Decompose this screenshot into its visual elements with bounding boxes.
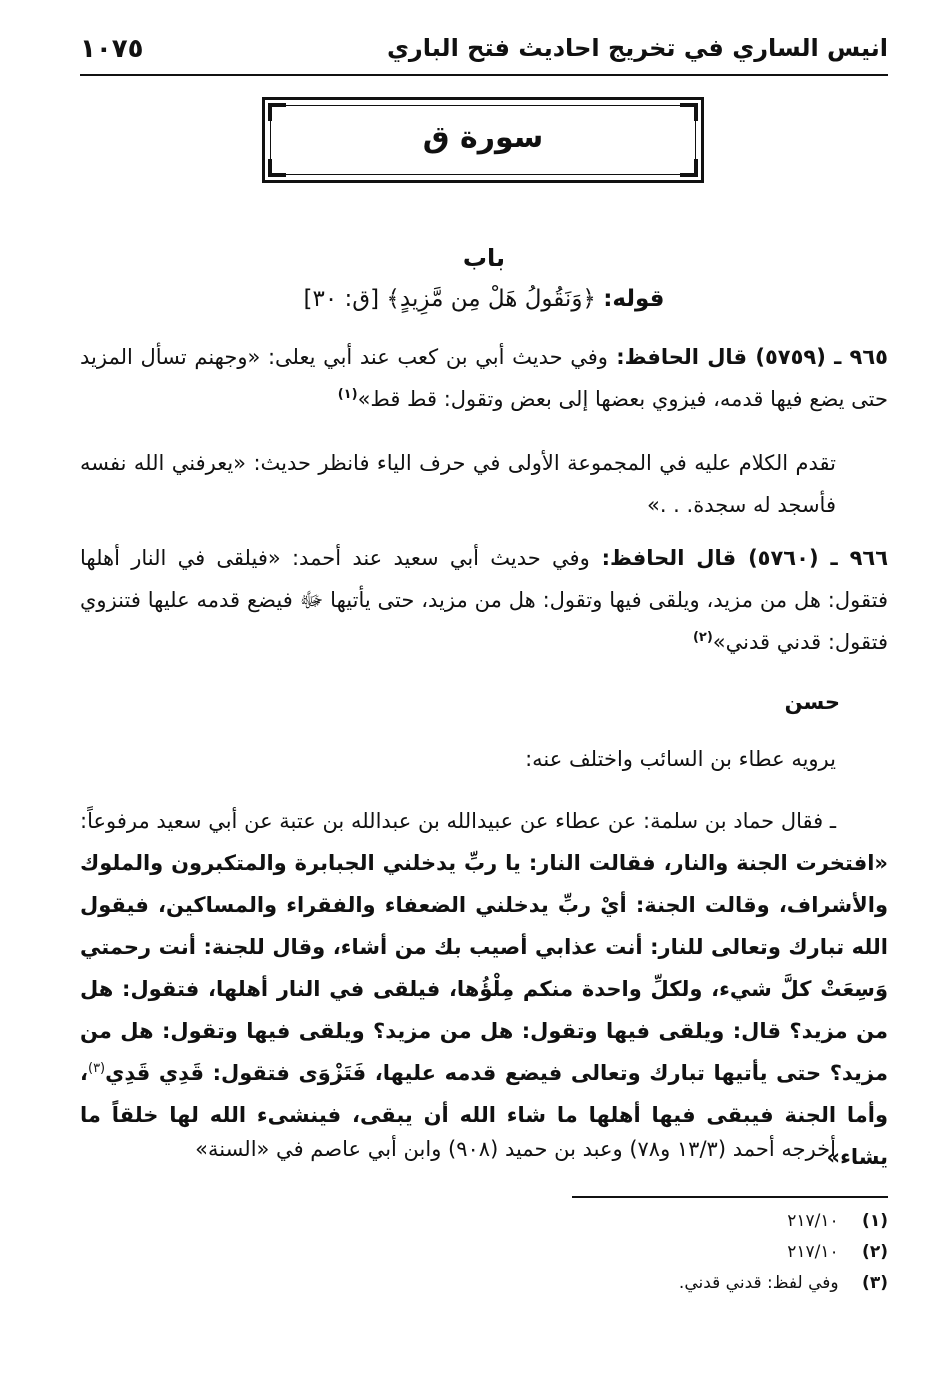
entry-number: ٩٦٦ ـ (٥٧٦٠) قال الحافظ: bbox=[601, 546, 889, 570]
hadith-grade: حسن bbox=[784, 690, 840, 714]
footnote-ref: (١) bbox=[337, 387, 358, 402]
narration-intro: يرويه عطاء بن السائب واختلف عنه: bbox=[525, 747, 836, 771]
footnote-item bbox=[80, 1206, 888, 1237]
note-text: تقدم الكلام عليه في المجموعة الأولى في حرف الياء فانظر حديث: «يعرفني الله نفسه فأسجد له سجدة. . .» bbox=[80, 451, 836, 517]
entry-text: وفي حديث أبي سعيد عند أحمد: «فيلقى في النار أهلها فتقول: هل من مزيد، ويلقى فيها وتقول: هل من مزيد، حتى يأتيها ﷻ فيضع قدمه عليها فتنزوي فتقول: قدني قدني» bbox=[80, 546, 888, 654]
takhrij-line: أخرجه أحمد (١٣/٣ و٧٨) وعبد بن حميد (٩٠٨) وابن أبي عاصم في «السنة» bbox=[195, 1137, 836, 1161]
frame-corner-ornament bbox=[680, 159, 698, 177]
frame-corner-ornament bbox=[268, 103, 286, 121]
footnote-ref: (٢) bbox=[692, 630, 713, 645]
hadith-text: «افتخرت الجنة والنار، فقالت النار: يا ربِّ يدخلني الجبابرة والمتكبرون والملوك والأشراف، وقالت الجنة: أيْ ربِّ يدخلني الضعفاء والفقراء والمساكين، فيقول الله تبارك وتعالى للنار: أنت عذابي أصيب بك من أشاء، وقال للجنة: أنت رحمتي وَسِعَتْ كلَّ شيء، ولكلِّ واحدة منكم مِلْؤُها، فيلقى في النار أهلها، فتقول: هل من مزيد؟ قال: ويلقى فيها وتقول: هل من مزيد؟ ويلقى فيها وتقول: هل من مزيد؟ حتى يأتيها تبارك وتعالى فيضع قدمه عليها، فَتَزْوَى فتقول: قَدِي قَدِي bbox=[80, 851, 888, 1085]
entry-text: وفي حديث أبي بن كعب عند أبي يعلى: «وجهنم تسأل المزيد حتى يضع فيها قدمه، فيزوي بعضها إلى بعض وتقول: قط قط» bbox=[80, 345, 888, 411]
frame-corner-ornament bbox=[268, 159, 286, 177]
footnote-text: ٢١٧/١٠ bbox=[787, 1211, 839, 1231]
footnotes bbox=[80, 1206, 888, 1299]
chapter-heading: باب bbox=[462, 244, 506, 272]
narration-chain bbox=[80, 800, 888, 1178]
page-header bbox=[80, 34, 888, 76]
surah-title: سورة ق bbox=[422, 120, 544, 155]
verse-heading bbox=[80, 286, 888, 312]
verse-text: ﴿وَنَقُولُ هَلْ مِن مَّزِيدٍ﴾ bbox=[386, 286, 596, 312]
running-title: انيس الساري في تخريج احاديث فتح الباري bbox=[386, 34, 888, 62]
footnote-number: (١) bbox=[862, 1211, 888, 1231]
footnote-text: وفي لفظ: قدني قدني. bbox=[678, 1273, 839, 1293]
footnote-number: (٣) bbox=[862, 1273, 888, 1293]
hadith-entry-966 bbox=[80, 537, 888, 663]
footnote-item bbox=[80, 1237, 888, 1268]
frame-corner-ornament bbox=[680, 103, 698, 121]
entry-number: ٩٦٥ ـ (٥٧٥٩) قال الحافظ: bbox=[616, 345, 888, 369]
hadith-text-end: ، وأما الجنة فيبقى فيها أهلها ما شاء الله أن يبقى، فينشىء الله لها خلقاً ما يشاء» bbox=[80, 1061, 888, 1169]
surah-title-frame bbox=[262, 97, 704, 183]
chain-lead: ـ فقال حماد بن سلمة: عن عطاء عن عبيدالله بن عبدالله بن عتبة عن أبي سعيد مرفوعاً: bbox=[80, 809, 836, 833]
verse-reference: [ق: ٣٠] bbox=[303, 286, 380, 312]
header-rule bbox=[80, 74, 888, 76]
footnote-text: ٢١٧/١٠ bbox=[787, 1242, 839, 1262]
hadith-entry-965 bbox=[80, 336, 888, 420]
footnote-separator bbox=[572, 1196, 888, 1198]
footnote-ref: (٣) bbox=[87, 1061, 106, 1076]
footnote-number: (٢) bbox=[862, 1242, 888, 1262]
verse-prefix: قوله: bbox=[603, 286, 665, 312]
footnote-item bbox=[80, 1268, 888, 1299]
page-number: ١٠٧٥ bbox=[80, 34, 144, 64]
cross-reference-note bbox=[80, 442, 888, 526]
